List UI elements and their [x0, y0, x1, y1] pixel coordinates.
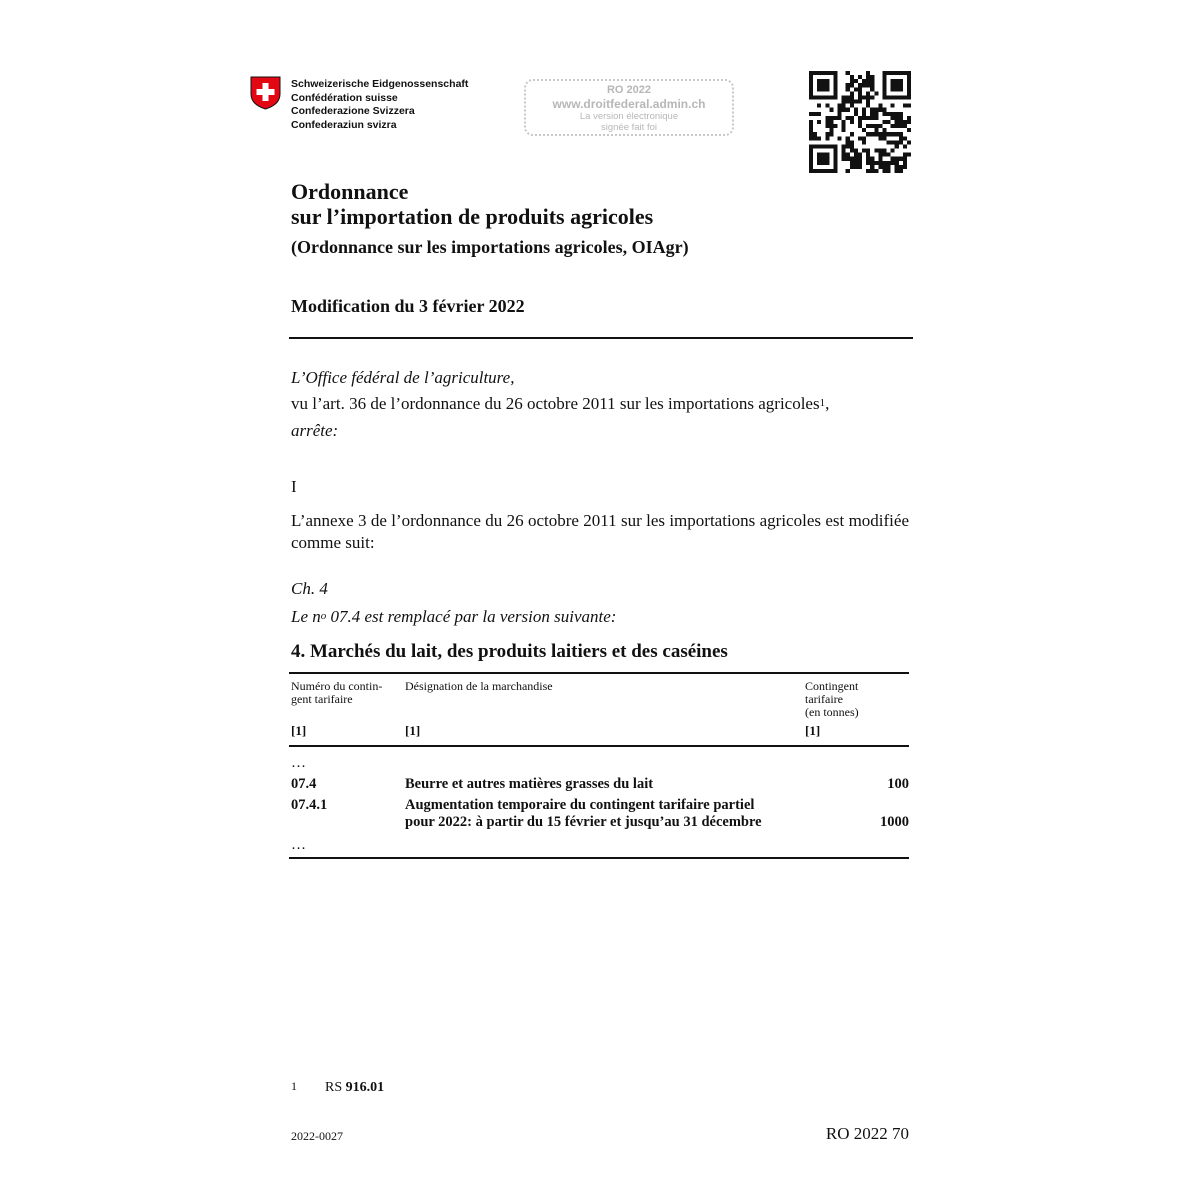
header-col-quota-line2: tarifaire: [805, 692, 843, 706]
footnote-number: 1: [291, 1079, 297, 1093]
confederation-fr: Confédération suisse: [291, 91, 398, 104]
stamp-url[interactable]: www.droitfederal.admin.ch: [552, 97, 706, 111]
stamp-ro: RO 2022: [606, 84, 652, 96]
document-number: 2022-0027: [291, 1129, 343, 1143]
replacement-prefix: Le n: [291, 607, 321, 626]
row-quantity-1: 100: [887, 776, 909, 792]
section-number: I: [291, 477, 297, 496]
row-number-1: 07.4: [291, 776, 317, 792]
replacement-sup: o: [320, 610, 327, 622]
table-ellipsis-top: …: [291, 755, 306, 771]
table-header-rule: [289, 745, 909, 747]
header-col-quota-line3: (en tonnes): [805, 705, 859, 719]
confederation-de: Schweizerische Eidgenossenschaft: [291, 78, 469, 90]
row-quantity-2: 1000: [880, 814, 909, 830]
footnote-ref[interactable]: 1: [819, 397, 826, 409]
stamp-note-2: signée fait foi: [601, 122, 657, 133]
page-reference: RO 2022 70: [825, 1124, 909, 1143]
table-ellipsis-bottom: …: [291, 837, 306, 853]
table-top-rule: [289, 672, 909, 674]
header-col-number: [291, 680, 382, 706]
confederation-names: [291, 78, 468, 132]
preamble-vu-text: vu l’art. 36 de l’ordonnance du 26 octobre 2011 sur les importations agricoles: [291, 394, 820, 413]
title-ordonnance: Ordonnance: [291, 179, 409, 204]
title-subject: sur l’importation de produits agricoles: [291, 204, 654, 229]
table-bottom-rule: [289, 857, 909, 859]
header-col-quota-line1: Contingent: [805, 679, 859, 693]
row-designation-2-line2: pour 2022: à partir du 15 février et jusqu’au 31 décembre: [405, 814, 762, 830]
electronic-version-stamp: [524, 79, 734, 136]
footnote-ref-number[interactable]: 916.01: [345, 1080, 385, 1095]
bracket-col1: [1]: [291, 723, 307, 738]
body-paragraph: L’annexe 3 de l’ordonnance du 26 octobre 2011 sur les importations agricoles est modifiée comme suit:: [291, 511, 909, 552]
section-heading: 4. Marchés du lait, des produits laitiers et des caséines: [291, 641, 728, 662]
row-designation-2-line1: Augmentation temporaire du contingent tarifaire partiel: [405, 797, 755, 813]
bracket-col2: [1]: [405, 723, 421, 738]
qr-code-icon: [809, 71, 911, 173]
row-number-2: 07.4.1: [291, 797, 328, 813]
swiss-flag-icon: [250, 76, 281, 110]
title-divider: [289, 337, 913, 339]
title-short: (Ordonnance sur les importations agricoles, OIAgr): [291, 237, 689, 257]
preamble-vu: [291, 393, 829, 415]
confederation-rm: Confederaziun svizra: [291, 118, 397, 131]
confederation-it: Confederazione Svizzera: [291, 105, 415, 117]
header-col-quota: [805, 680, 859, 719]
modification-date: Modification du 3 février 2022: [291, 296, 525, 316]
footnote-prefix: RS: [325, 1080, 346, 1095]
bracket-col3: [1]: [805, 723, 821, 738]
preamble-arrete: arrête:: [291, 421, 339, 440]
preamble-vu-end: ,: [825, 394, 830, 413]
footnote-text: [325, 1080, 384, 1096]
replacement-note: [291, 606, 616, 628]
header-col-number-line1: Numéro du contin-: [291, 679, 383, 693]
preamble-office: L’Office fédéral de l’agriculture,: [291, 368, 515, 387]
header-col-designation: Désignation de la marchandise: [405, 679, 553, 693]
replacement-rest: 07.4 est remplacé par la version suivante:: [326, 607, 617, 626]
header-col-number-line2: gent tarifaire: [291, 692, 353, 706]
chapter-label: Ch. 4: [291, 579, 328, 598]
stamp-note-1: La version électronique: [579, 111, 679, 122]
row-designation-1: Beurre et autres matières grasses du lait: [405, 776, 654, 792]
